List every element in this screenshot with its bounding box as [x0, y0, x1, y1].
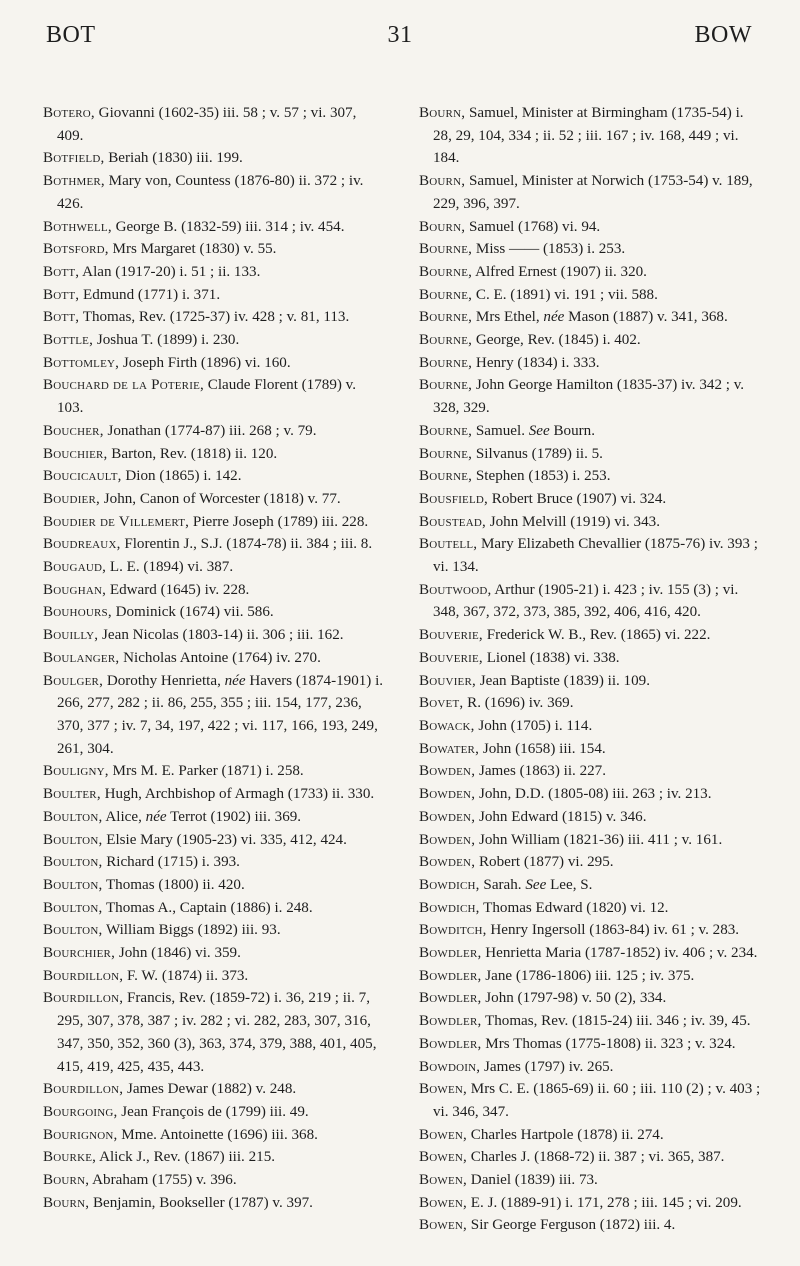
index-entry	[419, 806, 762, 829]
index-entry	[43, 170, 386, 215]
entry-text: Henry Ingersoll (1863-84) iv. 61 ; v. 283.	[486, 922, 740, 939]
entry-surname: Botfield,	[43, 150, 105, 167]
entry-text: Arthur (1905-21) i. 423 ; iv. 155 (3) ; vi. 348, 367, 372, 373, 385, 392, 406, 416, 420.	[433, 581, 739, 621]
entry-surname: Boucicault,	[43, 468, 122, 485]
index-entry	[43, 783, 386, 806]
index-entry	[43, 488, 386, 511]
entry-surname: Boudier de Villemert,	[43, 513, 190, 530]
entry-text: John (1797-98) v. 50 (2), 334.	[481, 990, 667, 1007]
index-entry	[43, 965, 386, 988]
index-entry	[419, 216, 762, 239]
entry-surname: Bowdich,	[419, 876, 480, 893]
entry-surname: Bowen,	[419, 1149, 468, 1166]
index-entry	[43, 942, 386, 965]
entry-text: Nicholas Antoine (1764) iv. 270.	[119, 649, 321, 666]
entry-surname: Bourdillon,	[43, 967, 124, 984]
entry-text: Sarah.	[479, 876, 526, 893]
index-entry	[43, 1124, 386, 1147]
entry-text: James Dewar (1882) v. 248.	[123, 1081, 297, 1098]
entry-surname: Bowen,	[419, 1126, 468, 1143]
index-entry	[43, 216, 386, 239]
entry-surname: Bouvier,	[419, 672, 476, 689]
entry-surname: Bougaud,	[43, 559, 107, 576]
entry-surname: Boulger,	[43, 672, 104, 689]
entry-text: Richard (1715) i. 393.	[102, 854, 240, 871]
entry-surname: Bowen,	[419, 1172, 468, 1189]
entry-text: Mary von, Countess (1876-80) ii. 372 ; iv. 426.	[57, 173, 364, 212]
entry-surname: Boulton,	[43, 854, 103, 871]
entry-surname: Bourn,	[43, 1194, 90, 1211]
index-entry	[419, 715, 762, 738]
entry-text: Stephen (1853) i. 253.	[472, 468, 611, 485]
index-entry	[419, 329, 762, 352]
index-entry	[43, 1078, 386, 1101]
entry-surname: Bourgoing,	[43, 1103, 118, 1120]
index-entry	[419, 102, 762, 170]
entry-text: Charles Hartpole (1878) ii. 274.	[467, 1126, 664, 1143]
entry-text: Mrs Thomas (1775-1808) ii. 323 ; v. 324.	[481, 1035, 736, 1052]
index-entry	[43, 601, 386, 624]
entry-surname: Bowater,	[419, 740, 480, 757]
entry-surname: Bowden,	[419, 763, 476, 780]
entry-surname: Bowdler,	[419, 967, 482, 984]
entry-text: Mme. Antoinette (1696) iii. 368.	[117, 1126, 318, 1143]
running-head-left: BOT	[46, 22, 96, 48]
entry-surname: Bouchard de la Poterie,	[43, 377, 204, 394]
entry-surname: Bowen,	[419, 1194, 468, 1211]
index-entry	[43, 238, 386, 261]
entry-text: Dorothy Henrietta,	[103, 672, 225, 689]
index-entry	[419, 851, 762, 874]
entry-text: Pierre Joseph (1789) iii. 228.	[189, 513, 369, 530]
entry-surname: Bourne,	[419, 309, 473, 326]
entry-note: née	[543, 309, 565, 326]
index-entry	[419, 511, 762, 534]
entry-surname: Bouchier,	[43, 445, 108, 462]
index-entry	[419, 942, 762, 965]
entry-surname: Bourne,	[419, 468, 473, 485]
entry-text: Mary Elizabeth Chevallier (1875-76) iv. 393 ; vi. 134.	[433, 536, 758, 576]
entry-text: Alfred Ernest (1907) ii. 320.	[472, 263, 647, 280]
index-entry	[43, 443, 386, 466]
entry-surname: Boutwood,	[419, 581, 492, 598]
entry-text: Dominick (1674) vii. 586.	[111, 604, 274, 621]
entry-surname: Boucher,	[43, 422, 104, 439]
entry-surname: Boudier,	[43, 490, 100, 507]
entry-surname: Bourne,	[419, 332, 473, 349]
entry-text: Samuel (1768) vi. 94.	[465, 218, 601, 235]
entry-text-continued: Lee, S.	[546, 876, 593, 893]
entry-surname: Bouilly,	[43, 627, 99, 644]
entry-surname: Bourne,	[419, 354, 473, 371]
index-entry	[419, 1078, 762, 1123]
index-entry	[419, 488, 762, 511]
entry-surname: Bott,	[43, 309, 80, 326]
index-entry	[43, 579, 386, 602]
index-entry	[43, 806, 386, 829]
entry-surname: Bowack,	[419, 717, 475, 734]
entry-text: William Biggs (1892) iii. 93.	[102, 922, 281, 939]
entry-surname: Bourn,	[419, 105, 466, 121]
index-entry	[419, 443, 762, 466]
entry-surname: Bourignon,	[43, 1126, 118, 1143]
entry-surname: Boustead,	[419, 513, 486, 530]
entry-surname: Bowden,	[419, 786, 476, 803]
entry-text: Samuel.	[472, 422, 529, 439]
index-entry	[43, 374, 386, 419]
index-entry	[419, 533, 762, 578]
index-entry	[419, 352, 762, 375]
entry-surname: Boulton,	[43, 899, 103, 916]
entry-surname: Bowdler,	[419, 945, 482, 962]
index-entry	[419, 738, 762, 761]
entry-surname: Boulton,	[43, 808, 103, 825]
entry-text: Lionel (1838) vi. 338.	[482, 649, 620, 666]
entry-text: Thomas (1800) ii. 420.	[102, 876, 245, 893]
entry-text: John Edward (1815) v. 346.	[475, 808, 647, 825]
entry-surname: Bourn,	[43, 1172, 90, 1189]
index-entry	[419, 783, 762, 806]
index-entry	[419, 624, 762, 647]
entry-surname: Bowdler,	[419, 1013, 482, 1030]
index-entry	[419, 1056, 762, 1079]
index-entry	[419, 874, 762, 897]
index-entry	[419, 987, 762, 1010]
entry-text-continued: Bourn.	[549, 422, 595, 439]
entry-text: Thomas A., Captain (1886) i. 248.	[102, 899, 313, 916]
entry-text: Samuel, Minister at Norwich (1753-54) v. 189, 229, 396, 397.	[433, 173, 753, 212]
entry-surname: Bowen,	[419, 1081, 468, 1098]
entry-surname: Boulanger,	[43, 649, 120, 666]
entry-text: John, Canon of Worcester (1818) v. 77.	[100, 490, 341, 507]
index-entry	[419, 1010, 762, 1033]
index-entry	[43, 1192, 386, 1215]
entry-text: Mrs M. E. Parker (1871) i. 258.	[108, 763, 304, 780]
entry-text: Jane (1786-1806) iii. 125 ; iv. 375.	[481, 967, 695, 984]
entry-note: See	[528, 422, 550, 439]
entry-surname: Bowdler,	[419, 990, 482, 1007]
entry-surname: Boudreaux,	[43, 536, 121, 553]
index-entry	[419, 829, 762, 852]
index-entry	[419, 1192, 762, 1215]
index-entry	[43, 1169, 386, 1192]
entry-surname: Boughan,	[43, 581, 107, 598]
entry-text: James (1797) iv. 265.	[480, 1058, 614, 1075]
running-head-right: BOW	[694, 22, 752, 48]
entry-surname: Bowdich,	[419, 899, 480, 916]
entry-text: Jean Baptiste (1839) ii. 109.	[476, 672, 650, 689]
entry-text: Barton, Rev. (1818) ii. 120.	[107, 445, 278, 462]
entry-text: John (1658) iii. 154.	[479, 740, 606, 757]
index-entry	[43, 851, 386, 874]
index-entry	[419, 374, 762, 419]
entry-text: Frederick W. B., Rev. (1865) vi. 222.	[482, 627, 711, 644]
index-entry	[43, 420, 386, 443]
entry-surname: Bourdillon,	[43, 990, 124, 1007]
index-entry	[43, 1101, 386, 1124]
index-entry	[419, 306, 762, 329]
index-entry	[419, 897, 762, 920]
index-entry	[43, 352, 386, 375]
index-entry	[43, 647, 386, 670]
index-entry	[419, 1169, 762, 1192]
entry-surname: Bottomley,	[43, 354, 120, 371]
entry-text: John George Hamilton (1835-37) iv. 342 ; v. 328, 329.	[433, 377, 745, 417]
entry-text: R. (1696) iv. 369.	[463, 695, 574, 712]
index-entry	[419, 1146, 762, 1169]
index-entry	[43, 987, 386, 1078]
entry-text: Henrietta Maria (1787-1852) iv. 406 ; v. 234.	[481, 945, 758, 962]
entry-text: Thomas, Rev. (1815-24) iii. 346 ; iv. 39, 45.	[481, 1013, 751, 1030]
entry-surname: Bousfield,	[419, 490, 489, 507]
entry-text: Thomas, Rev. (1725-37) iv. 428 ; v. 81, 113.	[79, 309, 350, 326]
index-entry	[419, 170, 762, 215]
entry-text: John (1705) i. 114.	[474, 717, 593, 734]
entry-text: Joseph Firth (1896) vi. 160.	[119, 354, 291, 371]
entry-text: Alan (1917-20) i. 51 ; ii. 133.	[79, 263, 261, 280]
index-entry	[419, 692, 762, 715]
index-entry	[43, 465, 386, 488]
entry-text: Silvanus (1789) ii. 5.	[472, 445, 603, 462]
index-entry	[419, 670, 762, 693]
entry-surname: Bourne,	[419, 377, 473, 394]
entry-surname: Boulton,	[43, 831, 103, 848]
entry-surname: Bottle,	[43, 332, 94, 349]
page-number: 31	[387, 22, 413, 48]
entry-surname: Boulton,	[43, 922, 103, 939]
entry-surname: Bowden,	[419, 808, 476, 825]
entry-surname: Bouligny,	[43, 763, 109, 780]
entry-surname: Bourn,	[419, 173, 466, 190]
page-header	[44, 22, 756, 62]
entry-text: George B. (1832-59) iii. 314 ; iv. 454.	[111, 218, 345, 235]
entry-text: Elsie Mary (1905-23) vi. 335, 412, 424.	[102, 831, 347, 848]
entry-text: Robert (1877) vi. 295.	[475, 854, 614, 871]
index-entry	[43, 1146, 386, 1169]
entry-text: Jonathan (1774-87) iii. 268 ; v. 79.	[103, 422, 317, 439]
entry-text: Claude Florent (1789) v. 103.	[57, 377, 357, 417]
entry-text: Jean Nicolas (1803-14) ii. 306 ; iii. 162.	[98, 627, 344, 644]
entry-surname: Bott,	[43, 286, 80, 303]
entry-text-continued: Havers (1874-1901) i. 266, 277, 282 ; ii. 86, 255, 355 ; iii. 154, 177, 236, 370, 377 ; iv. 7, 34, 197, 422 ; vi. 117, 166, 193, 249, 261, 304.	[57, 672, 384, 757]
entry-text: Edmund (1771) i. 371.	[79, 286, 221, 303]
entry-text: John (1846) vi. 359.	[115, 945, 241, 962]
index-entry	[419, 465, 762, 488]
entry-surname: Bourchier,	[43, 945, 116, 962]
entry-text: E. J. (1889-91) i. 171, 278 ; iii. 145 ; vi. 209.	[467, 1194, 742, 1211]
entry-surname: Bowditch,	[419, 922, 487, 939]
entry-note: née	[145, 808, 167, 825]
index-entry	[43, 829, 386, 852]
index-entry	[419, 420, 762, 443]
entry-surname: Bourdillon,	[43, 1081, 124, 1098]
entry-surname: Botsford,	[43, 241, 109, 258]
entry-text: Mrs Ethel,	[472, 309, 544, 326]
index-entry	[43, 284, 386, 307]
entry-text: Beriah (1830) iii. 199.	[104, 150, 243, 167]
entry-text: John, D.D. (1805-08) iii. 263 ; iv. 213.	[475, 786, 712, 803]
index-entry	[43, 760, 386, 783]
entry-note: See	[525, 876, 547, 893]
index-column-left	[43, 102, 386, 1214]
index-entry	[419, 1214, 762, 1237]
entry-text: Hugh, Archbishop of Armagh (1733) ii. 330.	[100, 786, 375, 803]
entry-text: C. E. (1891) vi. 191 ; vii. 588.	[472, 286, 658, 303]
index-entry	[43, 261, 386, 284]
index-entry	[43, 624, 386, 647]
index-entry	[419, 261, 762, 284]
entry-surname: Boutell,	[419, 536, 478, 553]
entry-surname: Bouhours,	[43, 604, 112, 621]
index-entry	[43, 897, 386, 920]
entry-surname: Bouverie,	[419, 627, 483, 644]
entry-surname: Boulton,	[43, 876, 103, 893]
entry-text: Giovanni (1602-35) iii. 58 ; v. 57 ; vi. 307, 409.	[57, 105, 357, 144]
index-entry	[43, 533, 386, 556]
entry-surname: Botero,	[43, 105, 95, 121]
index-entry	[43, 306, 386, 329]
entry-text: Dion (1865) i. 142.	[121, 468, 242, 485]
entry-text: John Melvill (1919) vi. 343.	[485, 513, 660, 530]
entry-surname: Bothwell,	[43, 218, 112, 235]
index-entry	[419, 238, 762, 261]
entry-text: Benjamin, Bookseller (1787) v. 397.	[89, 1194, 313, 1211]
entry-surname: Bourne,	[419, 422, 473, 439]
entry-surname: Boulter,	[43, 786, 101, 803]
entry-text: Joshua T. (1899) i. 230.	[93, 332, 240, 349]
entry-surname: Bothmer,	[43, 173, 105, 190]
entry-text: Samuel, Minister at Birmingham (1735-54) i. 28, 29, 104, 334 ; ii. 52 ; iii. 167 ; iv. 168, 449 ; vi. 184.	[433, 105, 744, 167]
entry-surname: Bott,	[43, 263, 80, 280]
entry-note: née	[224, 672, 246, 689]
entry-text: Alick J., Rev. (1867) iii. 215.	[96, 1149, 276, 1166]
index-column-right	[419, 102, 762, 1237]
entry-text: Miss —— (1853) i. 253.	[472, 241, 626, 258]
entry-text: John William (1821-36) iii. 411 ; v. 161.	[475, 831, 723, 848]
entry-surname: Bovet,	[419, 695, 464, 712]
entry-text: Francis, Rev. (1859-72) i. 36, 219 ; ii. 7, 295, 307, 378, 387 ; iv. 282 ; vi. 282, 283, 307, 316, 347, 350, 352, 360 (3), 363, 374, 379, 388, 401, 405, 415, 419, 425, 435, 443.	[57, 990, 377, 1075]
entry-text: Mrs C. E. (1865-69) ii. 60 ; iii. 110 (2) ; v. 403 ; vi. 346, 347.	[433, 1081, 761, 1120]
index-entry	[43, 919, 386, 942]
index-entry	[419, 760, 762, 783]
index-entry	[43, 874, 386, 897]
entry-text: Robert Bruce (1907) vi. 324.	[488, 490, 667, 507]
entry-surname: Bourn,	[419, 218, 466, 235]
entry-surname: Bowdler,	[419, 1035, 482, 1052]
index-entry	[43, 511, 386, 534]
entry-text: George, Rev. (1845) i. 402.	[472, 332, 641, 349]
entry-surname: Bourne,	[419, 445, 473, 462]
entry-text: Florentin J., S.J. (1874-78) ii. 384 ; iii. 8.	[120, 536, 373, 553]
index-entry	[419, 647, 762, 670]
entry-text-continued: Mason (1887) v. 341, 368.	[564, 309, 728, 326]
entry-surname: Bouverie,	[419, 649, 483, 666]
entry-surname: Bowden,	[419, 854, 476, 871]
index-entry	[43, 329, 386, 352]
index-entry	[419, 919, 762, 942]
entry-surname: Bowen,	[419, 1217, 468, 1234]
index-entry	[43, 147, 386, 170]
entry-text: F. W. (1874) ii. 373.	[123, 967, 249, 984]
entry-surname: Bourne,	[419, 263, 473, 280]
entry-surname: Bourne,	[419, 241, 473, 258]
entry-text-continued: Terrot (1902) iii. 369.	[166, 808, 302, 825]
entry-text: Mrs Margaret (1830) v. 55.	[108, 241, 277, 258]
index-entry	[419, 965, 762, 988]
index-entry	[43, 556, 386, 579]
entry-surname: Bowdoin,	[419, 1058, 481, 1075]
entry-text: Daniel (1839) iii. 73.	[467, 1172, 598, 1189]
entry-text: Charles J. (1868-72) ii. 387 ; vi. 365, 387.	[467, 1149, 725, 1166]
entry-surname: Bourke,	[43, 1149, 97, 1166]
entry-text: Thomas Edward (1820) vi. 12.	[479, 899, 669, 916]
index-entry	[43, 670, 386, 761]
entry-text: Henry (1834) i. 333.	[472, 354, 600, 371]
index-entry	[419, 284, 762, 307]
entry-text: Sir George Ferguson (1872) iii. 4.	[467, 1217, 676, 1234]
entry-text: L. E. (1894) vi. 387.	[106, 559, 234, 576]
entry-surname: Bowden,	[419, 831, 476, 848]
entry-text: Abraham (1755) v. 396.	[89, 1172, 237, 1189]
index-entry	[419, 1033, 762, 1056]
entry-text: Alice,	[102, 808, 146, 825]
index-entry	[43, 102, 386, 147]
entry-text: James (1863) ii. 227.	[475, 763, 606, 780]
entry-text: Edward (1645) iv. 228.	[106, 581, 250, 598]
entry-text: Jean François de (1799) iii. 49.	[117, 1103, 309, 1120]
index-entry	[419, 1124, 762, 1147]
index-entry	[419, 579, 762, 624]
entry-surname: Bourne,	[419, 286, 473, 303]
